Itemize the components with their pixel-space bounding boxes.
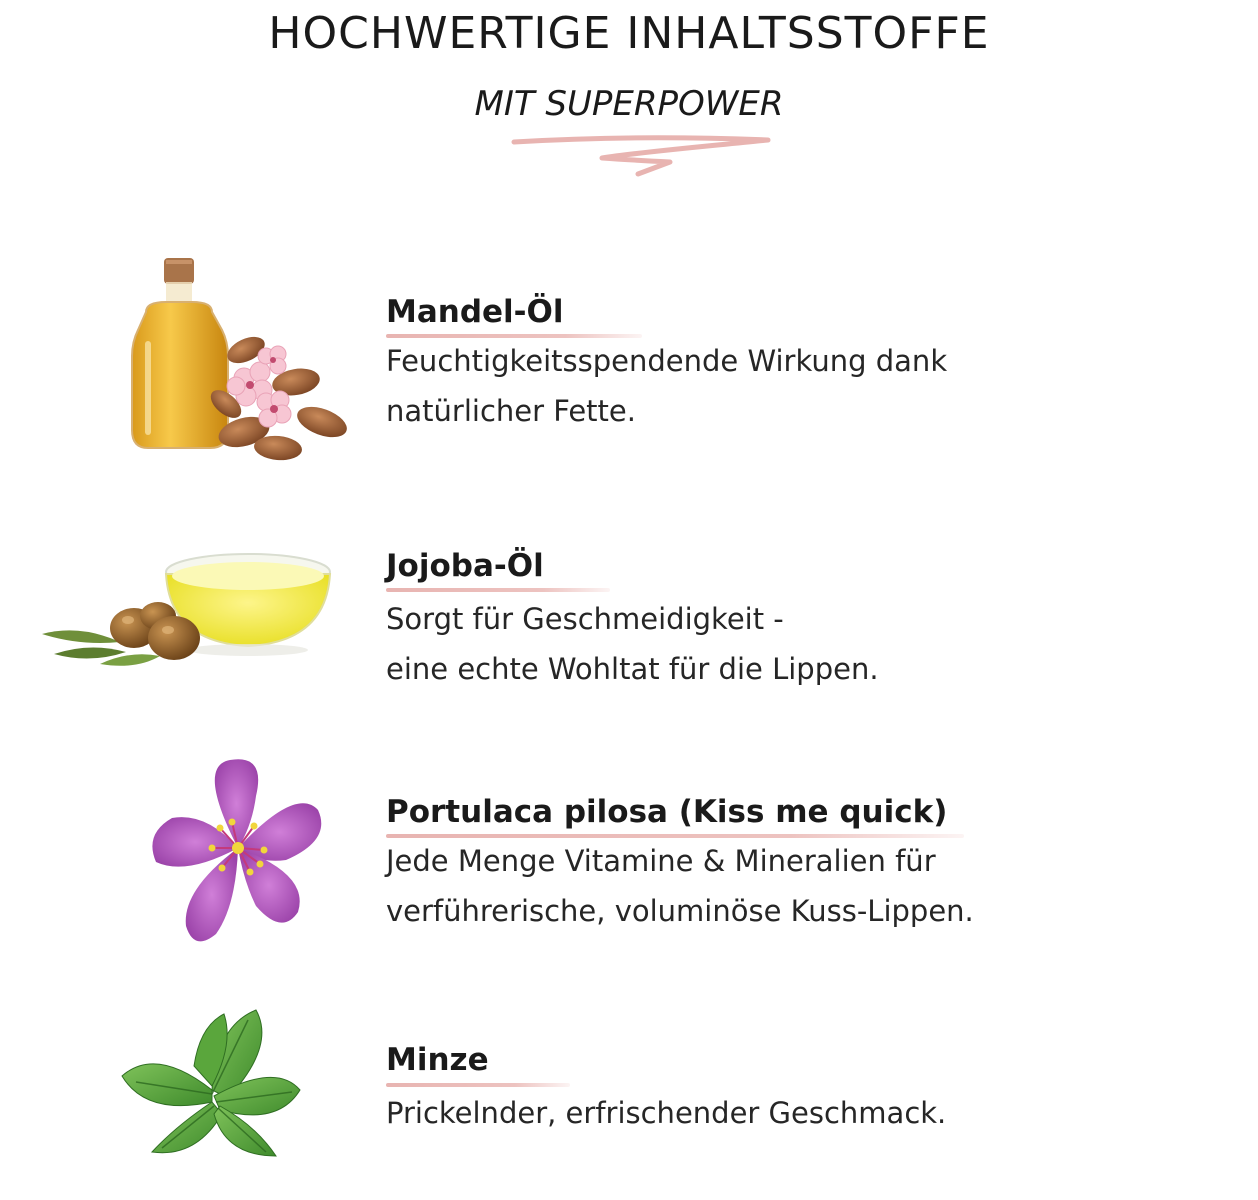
ingredient-description <box>386 1088 946 1138</box>
description-line: verführerische, voluminöse Kuss-Lippen. <box>386 894 974 928</box>
almond-oil-icon <box>126 252 351 467</box>
description-line: eine echte Wohltat für die Lippen. <box>386 652 879 686</box>
description-line: Jede Menge Vitamine & Mineralien für <box>386 844 936 878</box>
ingredient-name: Minze <box>386 1042 489 1078</box>
ingredient-name: Mandel-Öl <box>386 294 564 330</box>
jojoba-oil-icon <box>40 546 336 676</box>
ingredient-description <box>386 836 974 936</box>
page-title: HOCHWERTIGE INHALTSSTOFFE <box>268 8 990 59</box>
ingredient-underline <box>386 1083 570 1087</box>
ingredient-name: Jojoba-Öl <box>386 548 544 584</box>
description-line: Prickelnder, erfrischender Geschmack. <box>386 1096 947 1130</box>
squiggle-underline-icon <box>510 128 775 180</box>
page-subtitle: MIT SUPERPOWER <box>474 84 784 124</box>
ingredient-underline <box>386 588 610 592</box>
portulaca-flower-icon <box>146 756 328 950</box>
ingredient-description <box>386 336 947 436</box>
description-line: Feuchtigkeitsspendende Wirkung dank <box>386 344 948 378</box>
description-line: natürlicher Fette. <box>386 394 636 428</box>
ingredient-description <box>386 594 879 694</box>
description-line: Sorgt für Geschmeidigkeit - <box>386 602 784 636</box>
mint-leaf-icon <box>116 1006 306 1160</box>
ingredient-name: Portulaca pilosa (Kiss me quick) <box>386 794 948 830</box>
